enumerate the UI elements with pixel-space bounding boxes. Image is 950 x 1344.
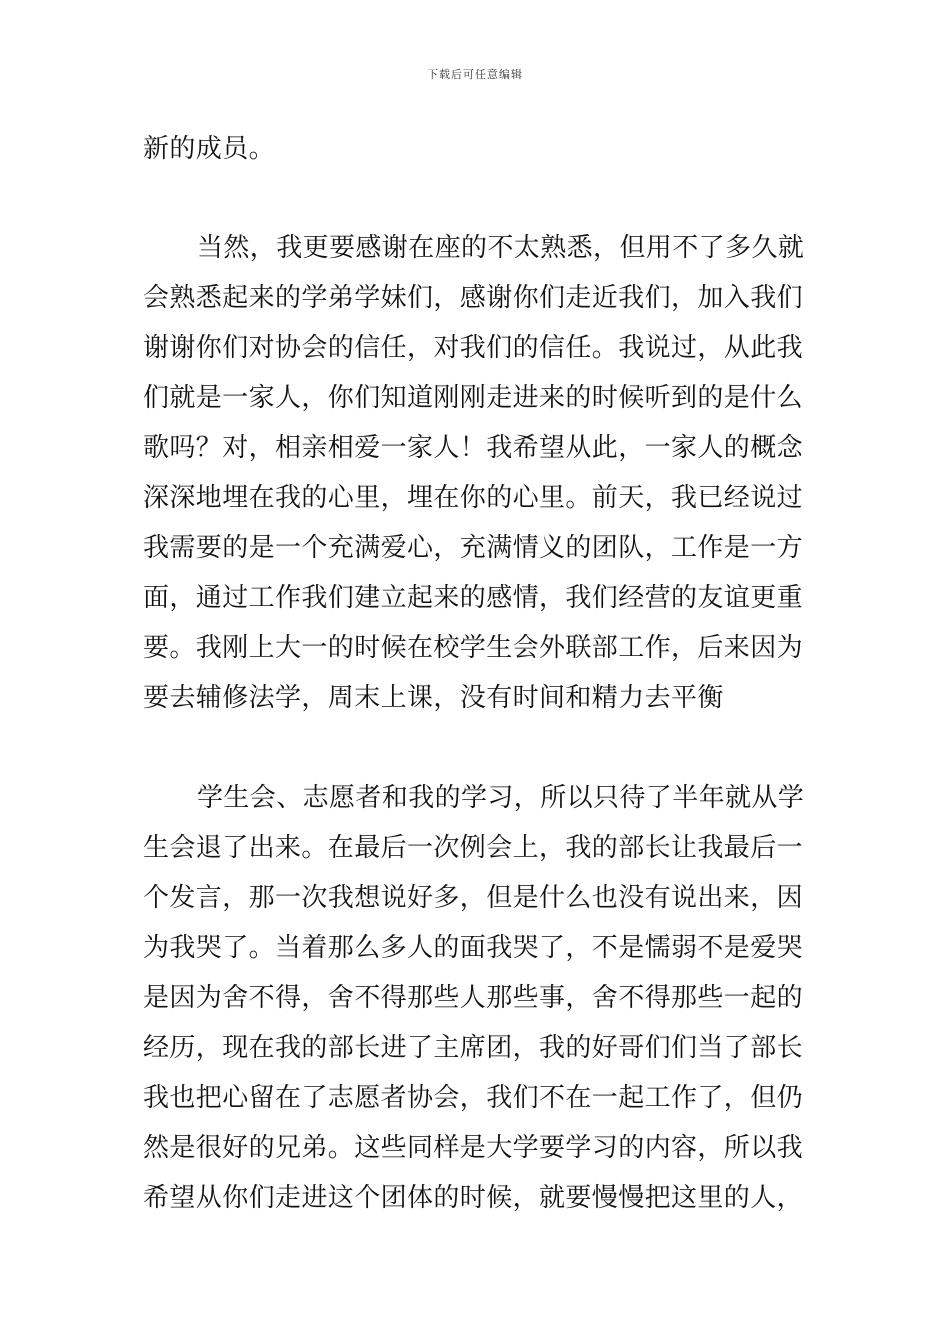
text-line: 我也把心留在了志愿者协会，我们不在一起工作了，但仍 (143, 1083, 804, 1113)
text-line: 是因为舍不得，舍不得那些人那些事，舍不得那些一起的 (143, 983, 804, 1013)
text-line: 谢谢你们对协会的信任，对我们的信任。我说过，从此我 (143, 333, 804, 363)
text-line: 新的成员。 (143, 134, 276, 164)
text-line: 要。我刚上大一的时候在校学生会外联部工作，后来因为 (143, 633, 804, 663)
text-line: 会熟悉起来的学弟学妹们，感谢你们走近我们，加入我们 (143, 283, 804, 313)
paragraph-first-line: 当然，我更要感谢在座的不太熟悉，但用不了多久就 (197, 233, 805, 263)
header-note: 下载后可任意编辑 (427, 68, 523, 81)
text-line: 经历，现在我的部长进了主席团，我的好哥们们当了部长 (143, 1033, 804, 1063)
text-line: 面，通过工作我们建立起来的感情，我们经营的友谊更重 (143, 583, 804, 613)
text-line: 深深地埋在我的心里，埋在你的心里。前天，我已经说过 (143, 483, 804, 513)
text-line: 我需要的是一个充满爱心，充满情义的团队，工作是一方 (143, 533, 804, 563)
text-line: 然是很好的兄弟。这些同样是大学要学习的内容，所以我 (143, 1133, 804, 1163)
text-line: 要去辅修法学，周末上课，没有时间和精力去平衡 (143, 683, 724, 713)
paragraph-first-line: 学生会、志愿者和我的学习，所以只待了半年就从学 (197, 783, 805, 813)
text-line: 为我哭了。当着那么多人的面我哭了，不是懦弱不是爱哭 (143, 933, 804, 963)
text-line: 歌吗？对，相亲相爱一家人！我希望从此，一家人的概念 (143, 433, 804, 463)
text-line: 生会退了出来。在最后一次例会上，我的部长让我最后一 (143, 833, 804, 863)
text-line: 们就是一家人，你们知道刚刚走进来的时候听到的是什么 (143, 383, 804, 413)
text-line: 个发言，那一次我想说好多，但是什么也没有说出来，因 (143, 883, 804, 913)
text-line: 希望从你们走进这个团体的时候，就要慢慢把这里的人， (143, 1183, 804, 1213)
